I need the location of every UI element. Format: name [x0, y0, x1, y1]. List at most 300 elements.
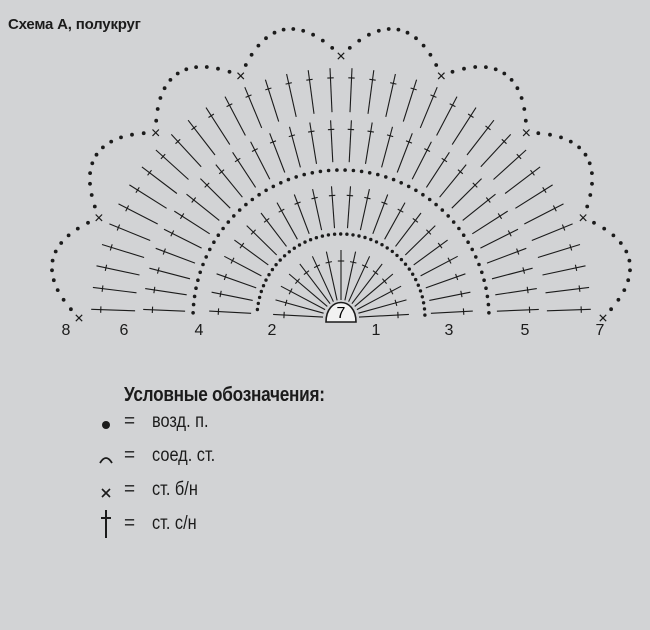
chain-stitch-dot [536, 131, 540, 135]
double-crochet-mark [326, 252, 337, 301]
row-number-label: 4 [194, 322, 204, 339]
chain-stitch-dot [422, 44, 426, 48]
chain-stitch-dot [577, 146, 581, 150]
chain-stitch-dot [622, 288, 626, 292]
chain-stitch-dot [321, 234, 324, 237]
double-crochet-bar [312, 197, 318, 198]
chain-stitch-dot [69, 307, 73, 311]
chain-stitch-dot [90, 161, 94, 165]
chain-stitch-dot [414, 36, 418, 40]
chain-stitch-dot [466, 240, 470, 244]
chain-stitch-dot [423, 313, 426, 316]
chain-stitch-dot [205, 65, 209, 69]
chain-stitch-dot [257, 44, 261, 48]
double-crochet-mark [368, 70, 374, 114]
double-crochet-mark [290, 127, 301, 168]
chain-stitch-dot [298, 243, 301, 246]
double-crochet-bar [235, 158, 240, 162]
double-crochet-bar [390, 83, 396, 84]
row-number-label: 2 [267, 322, 277, 339]
double-crochet-bar [523, 267, 525, 273]
chain-stitch-dot [363, 236, 366, 239]
legend-equals: = [124, 445, 136, 466]
chain-stitch-dot [369, 238, 372, 241]
double-crochet-mark [265, 80, 278, 122]
chain-stitch-dot [590, 182, 594, 186]
chain-stitch-dot [176, 72, 180, 76]
double-crochet-bar [575, 265, 576, 271]
chain-stitch-dot [302, 173, 306, 177]
double-crochet-mark [313, 189, 322, 230]
chain-stitch-dot [93, 205, 97, 209]
double-crochet-mark [452, 108, 476, 145]
chain-stitch-dot [628, 268, 632, 272]
double-crochet-mark [188, 120, 215, 155]
double-crochet-mark [359, 314, 409, 317]
chain-stitch-dot [311, 171, 315, 175]
double-crochet-bar [373, 271, 378, 275]
double-crochet-icon [96, 509, 116, 539]
double-crochet-mark [497, 309, 539, 311]
chain-stitch-dot [50, 268, 54, 272]
double-crochet-mark [429, 292, 470, 300]
chain-stitch-dot [617, 298, 621, 302]
chain-stitch-dot [191, 311, 195, 315]
chain-stitch-dot [262, 284, 265, 287]
chain-stitch-dot [477, 263, 481, 267]
double-crochet-mark [332, 186, 335, 228]
double-crochet-mark [277, 203, 297, 240]
chain-stitch-dot [293, 247, 296, 250]
double-crochet-mark [487, 248, 526, 263]
double-crochet-bar [527, 287, 528, 293]
double-crochet-bar [369, 79, 375, 80]
double-crochet-mark [212, 292, 253, 300]
chain-stitch-dot [414, 278, 417, 281]
scheme-title: Схема А, полукруг [8, 16, 141, 33]
chain-stitch-dot [251, 198, 255, 202]
legend-item [96, 407, 456, 441]
double-crochet-bar [350, 262, 356, 263]
legend-equals: = [124, 411, 136, 432]
chain-stitch-dot [159, 96, 163, 100]
double-crochet-mark [142, 167, 177, 194]
chain-stitch-dot [569, 140, 573, 144]
chain-stitch-dot [283, 254, 286, 257]
chain-stitch-dot [428, 198, 432, 202]
double-crochet-mark [97, 266, 140, 275]
double-crochet-mark [217, 274, 257, 288]
chain-stitch-dot [377, 29, 381, 33]
double-crochet-mark [360, 189, 369, 230]
chain-stitch-dot [288, 250, 291, 253]
double-crochet-mark [349, 120, 351, 162]
chain-stitch-dot [244, 203, 248, 207]
double-crochet-mark [91, 309, 135, 311]
double-crochet-mark [273, 314, 323, 317]
chain-stitch-dot [279, 181, 283, 185]
chain-stitch-dot [516, 86, 520, 90]
double-crochet-bar [136, 187, 139, 192]
double-crochet-mark [251, 142, 270, 179]
double-crochet-mark [119, 204, 158, 224]
chain-stitch-dot [319, 170, 323, 174]
chain-stitch-dot [588, 193, 592, 197]
chain-stitch-dot [484, 65, 488, 69]
chain-stitch-dot [407, 185, 411, 189]
double-crochet-mark [420, 87, 437, 128]
double-crochet-mark [289, 274, 327, 306]
double-crochet-mark [348, 186, 351, 228]
double-crochet-mark [547, 309, 591, 311]
chain-stitch-dot [52, 278, 56, 282]
chain-stitch-dot [590, 171, 594, 175]
chain-stitch-dot [101, 146, 105, 150]
double-crochet-bar [468, 114, 473, 118]
chain-stitch-dot [196, 278, 200, 282]
double-crochet-mark [276, 300, 324, 313]
chain-stitch-dot [628, 259, 632, 263]
chain-stitch-dot [198, 271, 202, 275]
double-crochet-bar [442, 158, 447, 162]
chain-stitch-dot [273, 31, 277, 35]
chain-stitch-dot [457, 227, 461, 231]
double-crochet-mark [373, 195, 388, 234]
double-crochet-bar [286, 83, 292, 84]
double-crochet-mark [270, 133, 285, 172]
chain-stitch-dot [486, 295, 490, 299]
legend-text: ст. с/н [152, 513, 197, 534]
chain-stitch-dot [392, 178, 396, 182]
chain-stitch-dot [156, 107, 160, 111]
chain-stitch-dot [584, 153, 588, 157]
chain-stitch-dot [257, 302, 260, 305]
chain-stitch-dot [232, 214, 236, 218]
double-crochet-mark [386, 74, 396, 117]
chain-stitch-dot [414, 189, 418, 193]
double-crochet-mark [452, 179, 482, 209]
chain-stitch-dot [335, 168, 339, 172]
double-crochet-bar [308, 131, 314, 132]
double-crochet-mark [543, 266, 586, 275]
chain-stitch-dot [626, 278, 630, 282]
chain-stitch-dot [256, 308, 259, 311]
row-number-label: 5 [520, 322, 530, 339]
chain-stitch-dot [522, 107, 526, 111]
chain-stitch-dot [417, 284, 420, 287]
double-crochet-mark [171, 134, 201, 166]
chain-stitch-dot [624, 250, 628, 254]
chain-stitch-dot [384, 175, 388, 179]
chain-stitch-dot [397, 28, 401, 32]
chain-stitch-dot [264, 36, 268, 40]
double-crochet-mark [209, 311, 251, 313]
legend-equals: = [124, 479, 136, 500]
chain-stitch-dot [90, 193, 94, 197]
chain-stitch-dot [446, 214, 450, 218]
chain-stitch-dot [88, 171, 92, 175]
double-crochet-mark [524, 204, 563, 224]
chain-stitch-dot [95, 153, 99, 157]
chain-stitch-dot [451, 70, 455, 74]
double-crochet-mark [200, 179, 230, 209]
chain-stitch-dot [330, 46, 334, 50]
double-crochet-mark [437, 97, 457, 136]
chain-stitch-dot [257, 193, 261, 197]
chain-stitch-dot [212, 240, 216, 244]
double-crochet-mark [310, 123, 317, 164]
chain-stitch-dot [339, 232, 342, 235]
double-crochet-bar [158, 267, 160, 273]
chain-stitch-dot [301, 29, 305, 33]
chain-stitch-dot [287, 178, 291, 182]
row-number-label: 3 [444, 322, 454, 339]
chain-stitch-dot [376, 173, 380, 177]
chain-stitch-dot [609, 307, 613, 311]
double-crochet-mark [397, 133, 412, 172]
double-crochet-mark [330, 68, 332, 112]
double-crochet-bar [413, 218, 418, 222]
chain-stitch-dot [109, 140, 113, 144]
chain-stitch-dot [462, 67, 466, 71]
legend [96, 384, 456, 543]
chain-stitch-dot [548, 133, 552, 137]
chain-stitch-dot [588, 161, 592, 165]
chain-stitch-dot [494, 67, 498, 71]
double-crochet-mark [93, 287, 137, 292]
double-crochet-bar [364, 197, 370, 198]
double-crochet-mark [505, 167, 540, 194]
double-crochet-bar [304, 271, 309, 275]
double-crochet-mark [129, 185, 166, 208]
double-crochet-mark [287, 74, 297, 117]
chain-stitch-dot [62, 298, 66, 302]
chain-stitch-dot [271, 268, 274, 271]
double-crochet-mark [174, 211, 209, 234]
double-crochet-mark [357, 286, 401, 309]
double-crochet-mark [426, 274, 466, 288]
double-crochet-mark [187, 194, 220, 220]
chain-stitch-dot [291, 27, 295, 31]
chain-stitch-dot [311, 33, 315, 37]
chain-stitch-dot [602, 227, 606, 231]
double-crochet-bar [329, 195, 335, 196]
double-crochet-mark [403, 80, 416, 122]
double-crochet-mark [355, 274, 393, 306]
double-crochet-bar [579, 285, 580, 291]
chain-stitch-dot [422, 301, 425, 304]
chain-stitch-dot [421, 295, 424, 298]
chain-stitch-dot [184, 67, 188, 71]
double-crochet-mark [494, 150, 527, 180]
double-crochet-mark [421, 256, 458, 276]
double-crochet-mark [385, 203, 405, 240]
double-crochet-mark [143, 309, 185, 311]
double-crochet-bar [438, 243, 442, 248]
single-crochet-cross-icon [96, 481, 116, 505]
chain-stitch-dot [204, 255, 208, 259]
double-crochet-bar [154, 287, 155, 293]
chain-stitch-dot [452, 220, 456, 224]
chain-stitch-dot [194, 65, 198, 69]
chain-stitch-dot [470, 248, 474, 252]
double-crochet-mark [426, 152, 449, 187]
double-crochet-mark [206, 108, 230, 145]
chain-stitch-dot [264, 278, 267, 281]
double-crochet-mark [149, 268, 190, 279]
chain-stitch-dot [434, 63, 438, 67]
legend-item [96, 509, 456, 543]
chain-stitch-dot [484, 286, 488, 290]
chain-stitch-dot [279, 258, 282, 261]
chain-stitch-dot [86, 221, 90, 225]
chain-stitch-dot [76, 227, 80, 231]
double-crochet-mark [412, 142, 431, 179]
chain-stitch-dot [321, 39, 325, 43]
double-crochet-bar [498, 213, 501, 218]
double-crochet-mark [515, 185, 552, 208]
double-crochet-mark [405, 226, 435, 255]
double-crochet-mark [102, 245, 144, 258]
double-crochet-bar [180, 213, 183, 218]
double-crochet-bar [102, 285, 103, 291]
row-number-label: 6 [119, 322, 129, 339]
chain-stitch-dot [391, 250, 394, 253]
double-crochet-mark [546, 287, 590, 292]
chain-stitch-dot [482, 278, 486, 282]
double-crochet-mark [225, 97, 245, 136]
chain-stitch-dot [315, 236, 318, 239]
row-number-label: 8 [61, 322, 71, 339]
legend-title: Условные обозначения: [124, 384, 325, 406]
chain-stitch-dot [227, 220, 231, 224]
chain-stitch-dot [619, 241, 623, 245]
chain-stitch-dot [348, 46, 352, 50]
double-crochet-mark [145, 289, 187, 295]
chain-stitch-dot [272, 185, 276, 189]
double-crochet-mark [224, 256, 261, 276]
chain-stitch-dot [408, 267, 411, 270]
double-crochet-bar [461, 291, 462, 297]
chain-stitch-dot [357, 39, 361, 43]
chain-stitch-dot [387, 27, 391, 31]
double-crochet-bar [105, 265, 106, 271]
double-crochet-bar [368, 131, 374, 132]
chain-stitch-dot [294, 175, 298, 179]
chain-stitch-dot [130, 133, 134, 137]
chain-stitch-dot [395, 254, 398, 257]
chain-stitch-dot [386, 246, 389, 249]
chain-stitch-dot [217, 233, 221, 237]
chain-stitch-dot [54, 250, 58, 254]
chain-stitch-dot [274, 263, 277, 266]
chain-stitch-dot [163, 86, 167, 90]
chain-stitch-dot [56, 288, 60, 292]
double-crochet-mark [281, 286, 325, 309]
chain-stitch-dot [406, 31, 410, 35]
chain-stitch-dot [357, 234, 360, 237]
double-crochet-mark [233, 152, 256, 187]
double-crochet-mark [234, 240, 268, 265]
chain-stitch-dot [194, 286, 198, 290]
legend-text: возд. п. [152, 411, 209, 432]
chain-stitch-dot [327, 169, 331, 173]
chain-stitch-dot [510, 78, 514, 82]
double-crochet-mark [247, 226, 277, 255]
chain-stitch-dot [244, 63, 248, 67]
double-crochet-mark [492, 268, 533, 279]
double-crochet-mark [261, 213, 287, 246]
legend-text: соед. ст. [152, 445, 216, 466]
double-crochet-mark [164, 229, 202, 248]
chain-stitch-dot [201, 263, 205, 267]
chain-stitch-dot [333, 233, 336, 236]
double-crochet-mark [463, 194, 496, 220]
chain-stitch-dot [282, 28, 286, 32]
chain-stitch-dot [474, 255, 478, 259]
chain-stitch-dot [559, 136, 563, 140]
double-crochet-mark [294, 195, 309, 234]
chain-stitch-dot [343, 168, 347, 172]
legend-text: ст. б/н [152, 479, 198, 500]
chain-stitch-dot [411, 273, 414, 276]
chain-stitch-dot [612, 234, 616, 238]
slip-stitch-arc-icon [96, 447, 116, 471]
chain-stitch-dot [221, 227, 225, 231]
chain-stitch-dot [216, 67, 220, 71]
chain-stitch-dot [360, 170, 364, 174]
chain-stitch-dot [480, 271, 484, 275]
double-crochet-mark [480, 229, 518, 248]
double-crochet-mark [156, 150, 189, 180]
double-crochet-bar [264, 218, 269, 222]
chain-stitch-dot [260, 290, 263, 293]
chain-stitch-dot [399, 181, 403, 185]
row-number-label: 1 [371, 322, 381, 339]
chain-stitch-dot [380, 243, 383, 246]
double-crochet-mark [467, 120, 494, 155]
legend-item [96, 475, 456, 509]
double-crochet-mark [156, 248, 195, 263]
chain-stitch-dot [303, 240, 306, 243]
double-crochet-bar [543, 187, 546, 192]
chain-stitch-dot [419, 289, 422, 292]
double-crochet-bar [326, 262, 332, 263]
double-crochet-mark [245, 87, 262, 128]
chain-stitch-dot [592, 221, 596, 225]
double-crochet-mark [366, 123, 373, 164]
double-crochet-mark [532, 224, 573, 241]
chain-stitch-dot [51, 259, 55, 263]
double-crochet-bar [347, 195, 353, 196]
chain-dot-icon [96, 413, 116, 437]
row-number-label: 7 [595, 322, 605, 339]
double-crochet-mark [414, 240, 448, 265]
double-crochet-mark [481, 134, 511, 166]
double-crochet-mark [345, 252, 356, 301]
double-crochet-mark [308, 70, 314, 114]
center-chain-count: 7 [336, 305, 346, 322]
double-crochet-mark [358, 300, 406, 313]
chain-stitch-dot [429, 53, 433, 57]
double-crochet-mark [382, 127, 393, 168]
double-crochet-bar [148, 170, 152, 175]
chain-stitch-dot [169, 78, 173, 82]
double-crochet-bar [220, 291, 221, 297]
chain-stitch-dot [375, 240, 378, 243]
chain-stitch-dot [192, 303, 196, 307]
chain-stitch-dot [462, 233, 466, 237]
